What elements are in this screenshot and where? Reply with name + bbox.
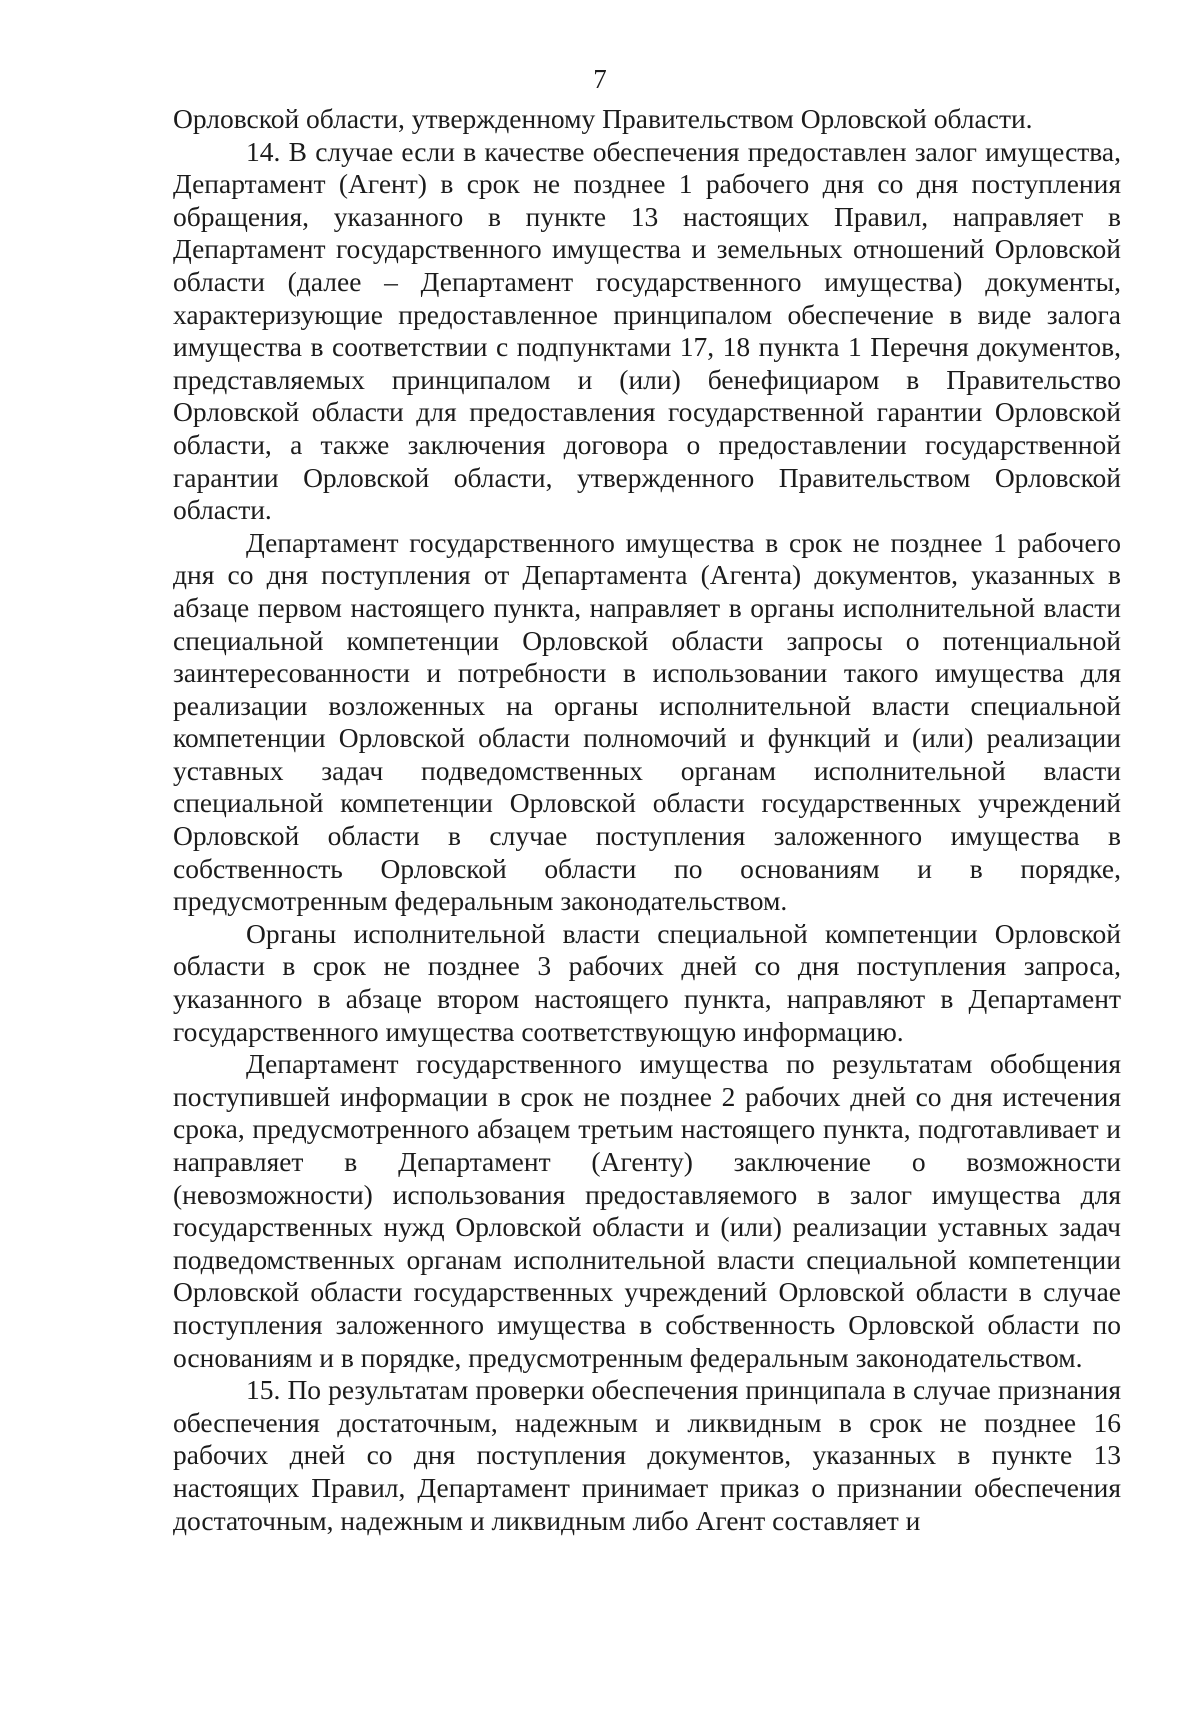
paragraph-continuation: Орловской области, утвержденному Правительством Орловской области. xyxy=(173,103,1033,134)
paragraph-item-14: 14. В случае если в качестве обеспечения предоставлен залог имущества, Департамент (Агент) в срок не позднее 1 рабочего дня со дня поступления обращения, указанного в пункте 13 настоящих Правил, направляет в Департамент государственного имущества и земельных отношений Орловской области (далее – Департамент государственного имущества) документы, характеризующие предоставленное принципалом обеспечение в виде залога имущества в соответствии с подпунктами 17, 18 пункта 1 Перечня документов, представляемых принципалом и (или) бенефициаром в Правительство Орловской области для предоставления государственной гарантии Орловской области, а также заключения договора о предоставлении государственной гарантии Орловской области, утвержденного Правительством Орловской области. xyxy=(173,135,1121,526)
paragraph-executive-bodies: Органы исполнительной власти специальной компетенции Орловской области в срок не позднее 3 рабочих дней со дня поступления запроса, указанного в абзаце втором настоящего пункта, направляют в Департамент государственного имущества соответствующую информацию. xyxy=(173,917,1121,1047)
paragraph-conclusion: Департамент государственного имущества по результатам обобщения поступившей информации в срок не позднее 2 рабочих дней со дня истечения срока, предусмотренного абзацем третьим настоящего пункта, подготавливает и направляет в Департамент (Агенту) заключение о возможности (невозможности) использования предоставляемого в залог имущества для государственных нужд Орловской области и (или) реализации уставных задач подведомственных органам исполнительной власти специальной компетенции Орловской области государственных учреждений Орловской области в случае поступления заложенного имущества в собственность Орловской области по основаниям и в порядке, предусмотренным федеральным законодательством. xyxy=(173,1048,1121,1373)
paragraph-item-15: 15. По результатам проверки обеспечения принципала в случае признания обеспечения достаточным, надежным и ликвидным в срок не позднее 16 рабочих дней со дня поступления документов, указанных в пункте 13 настоящих Правил, Департамент принимает приказ о признании обеспечения достаточным, надежным и ликвидным либо Агент составляет и xyxy=(173,1374,1121,1536)
page-number: 7 xyxy=(593,64,607,94)
document-body xyxy=(173,103,1121,1537)
paragraph-property-department: Департамент государственного имущества в срок не позднее 1 рабочего дня со дня поступления от Департамента (Агента) документов, указанных в абзаце первом настоящего пункта, направляет в органы исполнительной власти специальной компетенции Орловской области запросы о потенциальной заинтересованности и потребности в использовании такого имущества для реализации возложенных на органы исполнительной власти специальной компетенции Орловской области полномочий и функций и (или) реализации уставных задач подведомственных органам исполнительной власти специальной компетенции Орловской области государственных учреждений Орловской области в случае поступления заложенного имущества в собственность Орловской области по основаниям и в порядке, предусмотренным федеральным законодательством. xyxy=(173,526,1121,917)
